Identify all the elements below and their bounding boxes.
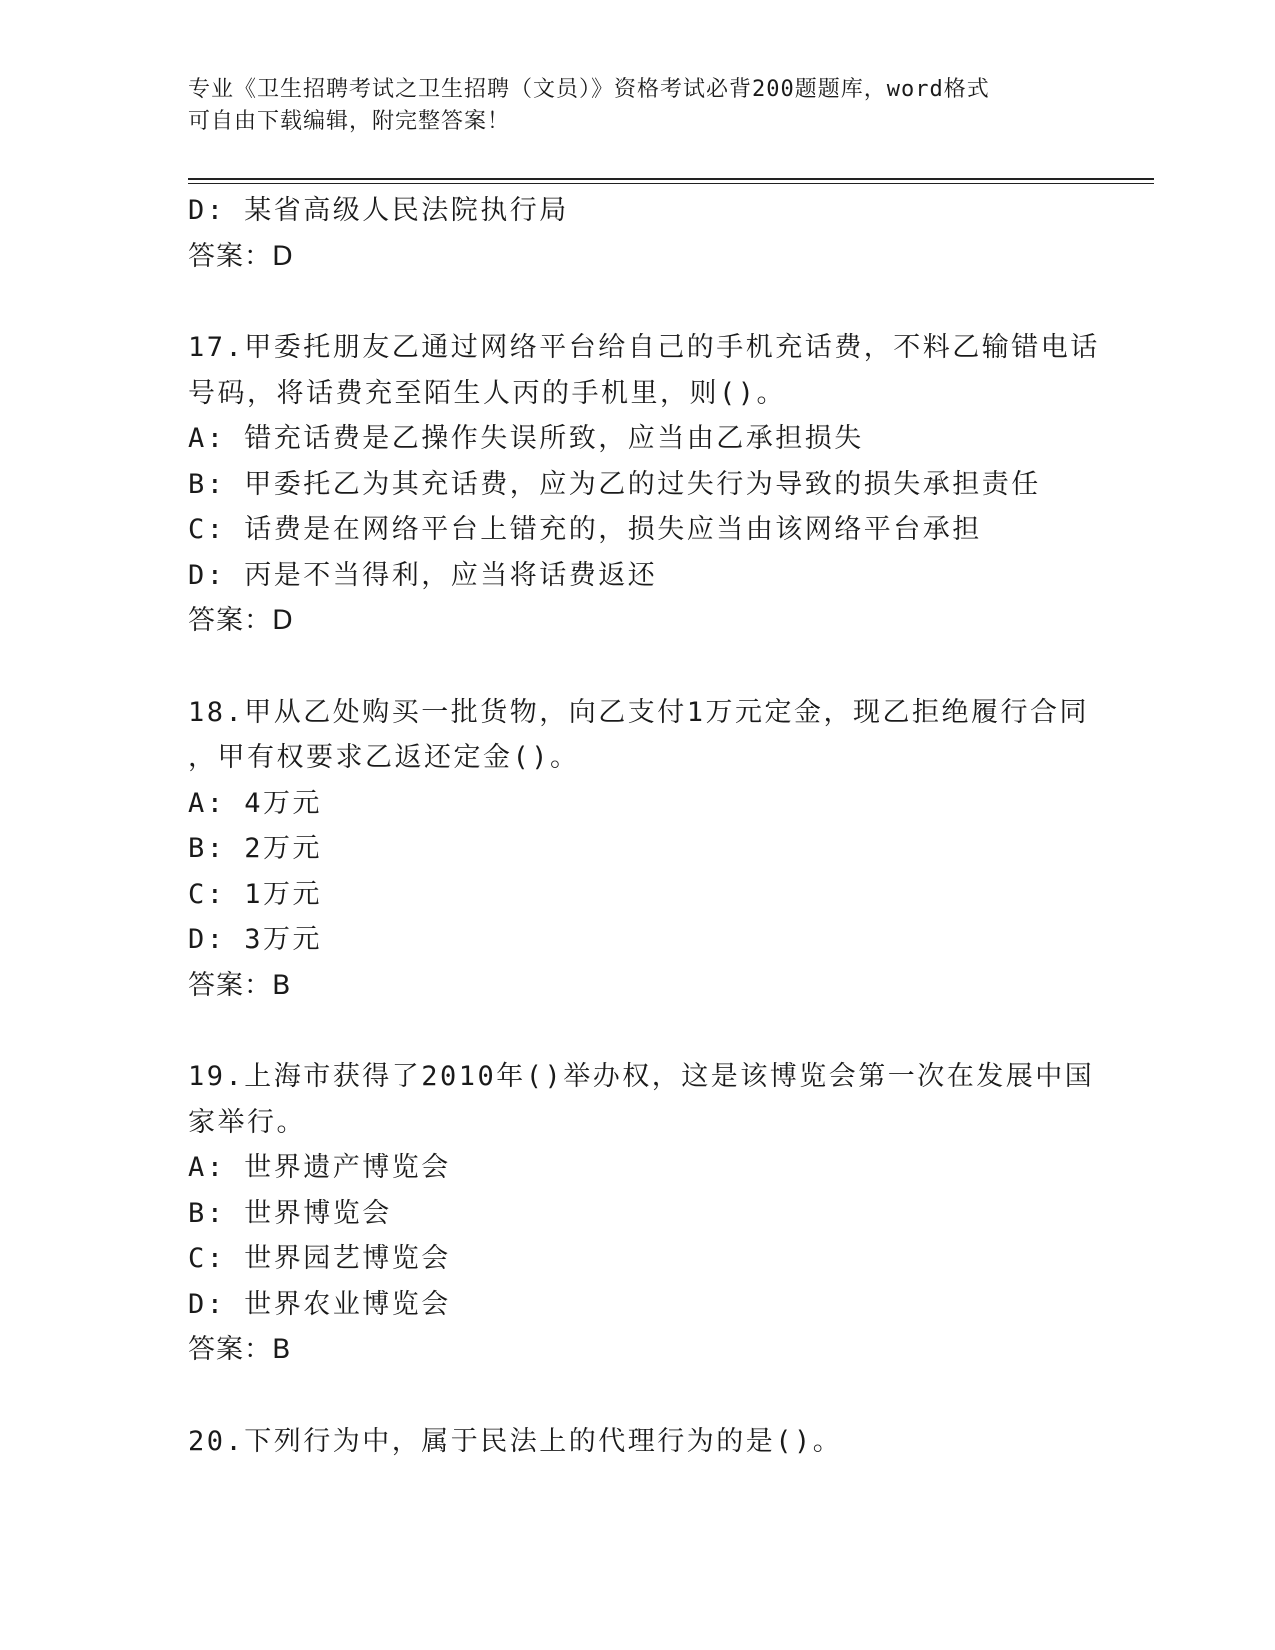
option-d: D: 世界农业博览会 bbox=[188, 1288, 451, 1320]
spacer bbox=[188, 279, 1088, 325]
question-stem-cont: ，甲有权要求乙返还定金()。 bbox=[188, 742, 580, 773]
question-stem: 18.甲从乙处购买一批货物，向乙支付1万元定金，现乙拒绝履行合同 bbox=[188, 696, 1090, 728]
header-line-1: 专业《卫生招聘考试之卫生招聘（文员）》资格考试必背200题题库，word格式 bbox=[188, 77, 990, 102]
answer: 答案：B bbox=[188, 1334, 292, 1365]
option-b: B: 2万元 bbox=[188, 833, 323, 864]
spacer bbox=[188, 1373, 1088, 1419]
option-d: D: 丙是不当得利，应当将话费返还 bbox=[188, 559, 658, 591]
question-19 bbox=[188, 1054, 1095, 1373]
option-c: C: 1万元 bbox=[188, 878, 323, 910]
question-stem: 20.下列行为中，属于民法上的代理行为的是()。 bbox=[188, 1425, 843, 1457]
answer: 答案：B bbox=[188, 969, 292, 1001]
option-c: C: 世界园艺博览会 bbox=[188, 1243, 451, 1274]
question-17 bbox=[188, 325, 1100, 644]
question-stem: 19.上海市获得了2010年()举办权，这是该博览会第一次在发展中国 bbox=[188, 1061, 1095, 1092]
document-header bbox=[188, 74, 1068, 138]
question-20 bbox=[188, 1419, 1088, 1465]
spacer bbox=[188, 1008, 1088, 1054]
answer: 答案：D bbox=[188, 605, 294, 636]
question-stem-cont: 家举行。 bbox=[188, 1106, 306, 1138]
option-a: A: 世界遗产博览会 bbox=[188, 1152, 451, 1183]
option-b: B: 甲委托乙为其充话费，应为乙的过失行为导致的损失承担责任 bbox=[188, 468, 1041, 500]
header-divider bbox=[188, 178, 1154, 180]
option-b: B: 世界博览会 bbox=[188, 1197, 392, 1229]
spacer bbox=[188, 644, 1088, 690]
option-c: C: 话费是在网络平台上错充的，损失应当由该网络平台承担 bbox=[188, 514, 982, 545]
question-stem: 17.甲委托朋友乙通过网络平台给自己的手机充话费，不料乙输错电话 bbox=[188, 332, 1100, 363]
question-stem-cont: 号码，将话费充至陌生人丙的手机里，则()。 bbox=[188, 377, 787, 409]
question-list bbox=[188, 188, 1100, 1464]
header-line-2: 可自由下载编辑，附完整答案！ bbox=[188, 109, 511, 134]
option-a: A: 4万元 bbox=[188, 787, 323, 819]
header-divider-thin bbox=[188, 183, 1154, 184]
answer: 答案：D bbox=[188, 240, 294, 272]
option-a: A: 错充话费是乙操作失误所致，应当由乙承担损失 bbox=[188, 423, 864, 454]
option-d: D: 某省高级人民法院执行局 bbox=[188, 195, 569, 226]
question-16-tail bbox=[188, 188, 1088, 279]
option-d: D: 3万元 bbox=[188, 924, 323, 955]
question-18 bbox=[188, 690, 1088, 1009]
